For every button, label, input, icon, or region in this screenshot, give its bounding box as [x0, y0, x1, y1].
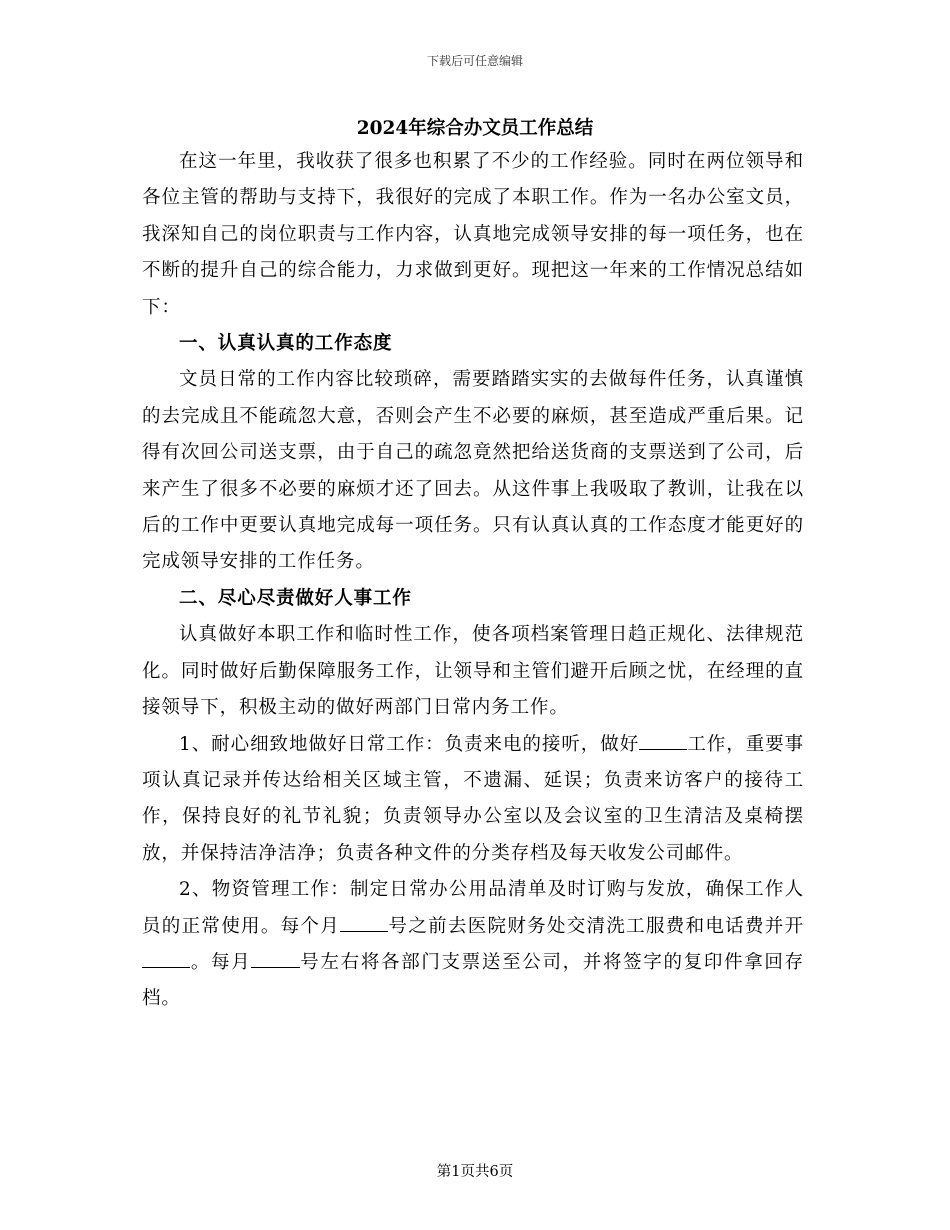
section-heading-2: 二、尽心尽责做好人事工作 [179, 587, 412, 609]
document-title: 2024年综合办文员工作总结 [356, 118, 594, 139]
item-2-paragraph [142, 872, 804, 1018]
document-body [142, 144, 804, 1018]
item-1-text-b: 工作，重要事项认真记录并传达给相关区域主管，不遗漏、延误；负责来访客户的接待工作，保持良好的礼节礼貌；负责领导办公室以及会议室的卫生清洁及桌椅摆放，并保持洁净洁净；负责各种文件的分类存档及每天收发公司邮件。 [142, 733, 805, 864]
section-1-paragraph: 文员日常的工作内容比较琐碎，需要踏踏实实的去做每件任务，认真谨慎的去完成且不能疏忽大意，否则会产生不必要的麻烦，甚至造成严重后果。记得有次回公司送支票，由于自己的疏忽竟然把给送货商的支票送到了公司，后来产生了很多不必要的麻烦才还了回去。从这件事上我吸取了教训，让我在以后的工作中更要认真地完成每一项任务。只有认真认真的工作态度才能更好的完成领导安排的工作任务。 [142, 369, 804, 573]
header-note: 下载后可任意编辑 [426, 54, 523, 68]
item-2-text-d: 号左右将各部门支票送至公司，并将签字的复印件拿回存档。 [142, 951, 804, 1010]
fill-in-blank [639, 732, 687, 750]
fill-in-blank [251, 950, 299, 968]
fill-in-blank [142, 950, 190, 968]
item-2-text-b: 号之前去医院财务处交清洗工服费和电话费并开 [388, 915, 804, 937]
section-2-paragraph: 认真做好本职工作和临时性工作，使各项档案管理日趋正规化、法律规范化。同时做好后勤保障服务工作，让领导和主管们避开后顾之忧，在经理的直接领导下，积极主动的做好两部门日常内务工作。 [142, 624, 804, 719]
page-number: 第1页共6页 [436, 1164, 514, 1180]
item-1-paragraph [142, 727, 804, 873]
item-2-text-a: 2、物资管理工作：制定日常办公用品清单及时订购与发放，确保工作人员的正常使用。每个月 [142, 879, 804, 937]
section-heading-1: 一、认真认真的工作态度 [179, 333, 393, 355]
fill-in-blank [340, 914, 388, 932]
intro-paragraph: 在这一年里，我收获了很多也积累了不少的工作经验。同时在两位领导和各位主管的帮助与支持下，我很好的完成了本职工作。作为一名办公室文员，我深知自己的岗位职责与工作内容，认真地完成领导安排的每一项任务，也在不断的提升自己的综合能力，力求做到更好。现把这一年来的工作情况总结如下： [142, 151, 804, 318]
item-2-text-c: 。每月 [190, 951, 252, 973]
item-1-text-a: 1、耐心细致地做好日常工作：负责来电的接听，做好 [179, 733, 640, 755]
